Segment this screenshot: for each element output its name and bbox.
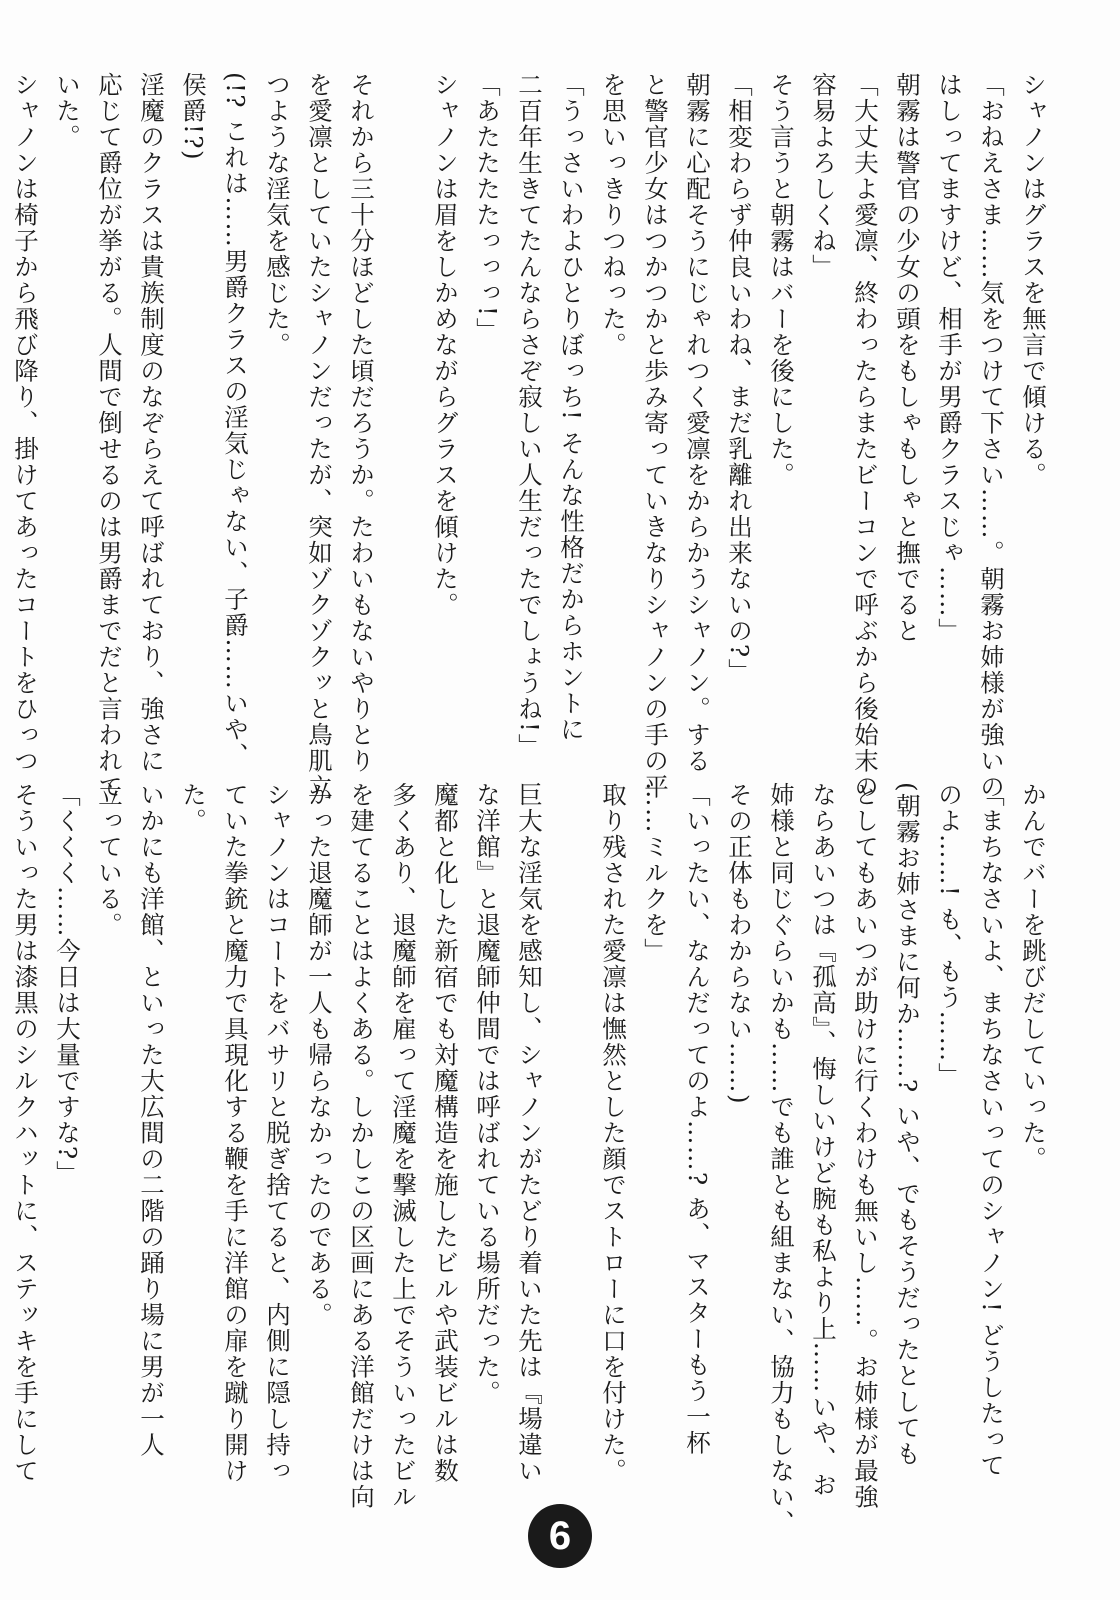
text-line: 侯爵!?) [179,72,208,162]
text-line: そういった男は漆黒のシルクハットに、ステッキを手にして [11,782,40,1484]
text-line: た。 [179,782,208,834]
upper-text-block [11,72,1054,800]
text-line: 「うっさいわよひとりぼっち! そんな性格だからホントに [557,72,586,743]
text-line: 容易よろしくね」 [809,72,838,280]
text-line: (!? これは……男爵クラスの淫気じゃない、子爵……いや、 [221,72,250,769]
text-line: つような淫気を感じた。 [263,72,292,358]
text-line: そう言うと朝霧はバーを後にした。 [767,72,796,488]
text-line: 巨大な淫気を感知し、シャノンがたどり着いた先は『場違い [515,782,544,1484]
text-line: 応じて爵位が挙がる。人間で倒せるのは男爵までだと言われて [95,72,124,800]
page-number-badge: 6 [528,1504,592,1568]
text-line: 魔都と化した新宿でも対魔構造を施したビルや武装ビルは数 [431,782,460,1484]
text-line: はしってますけど、相手が男爵クラスじゃ……」 [935,72,964,644]
text-line: かった退魔師が一人も帰らなかったのである。 [305,782,334,1328]
text-line: を思いっきりつねった。 [599,72,628,358]
text-line: 淫魔のクラスは貴族制度のなぞらえて呼ばれており、強さに [137,72,166,774]
text-line: 二百年生きてたんならさぞ寂しい人生だったでしょうね!」 [515,72,544,760]
lower-text-block [11,782,1054,1536]
text-line: ……ミルクを」 [641,782,670,964]
text-line: それから三十分ほどした頃だろうか。たわいもないやりとり [347,72,376,774]
text-line: シャノンは椅子から飛び降り、掛けてあったコートをひっつ [11,72,40,774]
text-line: としてもあいつが助けに行くわけも無いし……。お姉様が最強 [851,782,880,1510]
text-line: 「まちなさいよ、まちなさいってのシャノン! どうしたって [977,782,1006,1479]
text-line: シャノンは眉をしかめながらグラスを傾けた。 [431,72,460,618]
text-line: その正体もわからない……) [725,782,754,1106]
text-line: シャノンはグラスを無言で傾ける。 [1019,72,1048,488]
text-line: ていた拳銃と魔力で具現化する鞭を手に洋館の扉を蹴り開け [221,782,250,1484]
text-line: のよ……! も、もう……」 [935,782,964,1089]
text-line: 「おねえさま……気をつけて下さい……。朝霧お姉様が強いの [977,72,1006,800]
text-line: いた。 [53,72,82,150]
text-line: 「大丈夫よ愛凛、終わったらまたビーコンで呼ぶから後始末の [851,72,880,800]
text-line: 「いったい、なんだってのよ……? あ、マスターもう一杯 [683,782,712,1456]
text-line: 姉様と同じぐらいかも……でも誰とも組まない、協力もしない、 [767,782,796,1536]
text-line: 朝霧は警官の少女の頭をもしゃもしゃと撫でると [893,72,922,644]
text-line: と警官少女はつかつかと歩み寄っていきなりシャノンの手の平 [641,72,670,800]
text-line: を建てることはよくある。しかしこの区画にある洋館だけは向 [347,782,376,1510]
text-line: を愛凛としていたシャノンだったが、突如ゾクゾクッと鳥肌立 [305,72,334,800]
text-line: かんでバーを跳びだしていった。 [1019,782,1048,1172]
text-line: 「あたたたたっっっ!」 [473,72,502,344]
text-line: 「相変わらず仲良いわね、まだ乳離れ出来ないの?」 [725,72,754,685]
text-line: 多くあり、退魔師を雇って淫魔を撃滅した上でそういったビル [389,782,418,1510]
text-line: 取り残された愛凛は憮然とした顔でストローに口を付けた。 [599,782,628,1484]
text-line: ならあいつは『孤高』、悔しいけど腕も私より上……いや、お [809,782,838,1498]
text-line: いかにも洋館、といった大広間の二階の踊り場に男が一人 [137,782,166,1458]
text-line: 朝霧に心配そうにじゃれつく愛凛をからかうシャノン。する [683,72,712,774]
blank-line [550,782,592,1447]
text-line: 「くくく……今日は大量ですな?」 [53,782,82,1187]
text-line: な洋館』と退魔師仲間では呼ばれている場所だった。 [473,782,502,1406]
blank-line [382,72,424,752]
text-line: (朝霧お姉さまに何か……? いや、でもそうだったとしても [893,782,922,1467]
text-line: 立っている。 [95,782,124,938]
text-line: シャノンはコートをバサリと脱ぎ捨てると、内側に隠し持っ [263,782,292,1484]
